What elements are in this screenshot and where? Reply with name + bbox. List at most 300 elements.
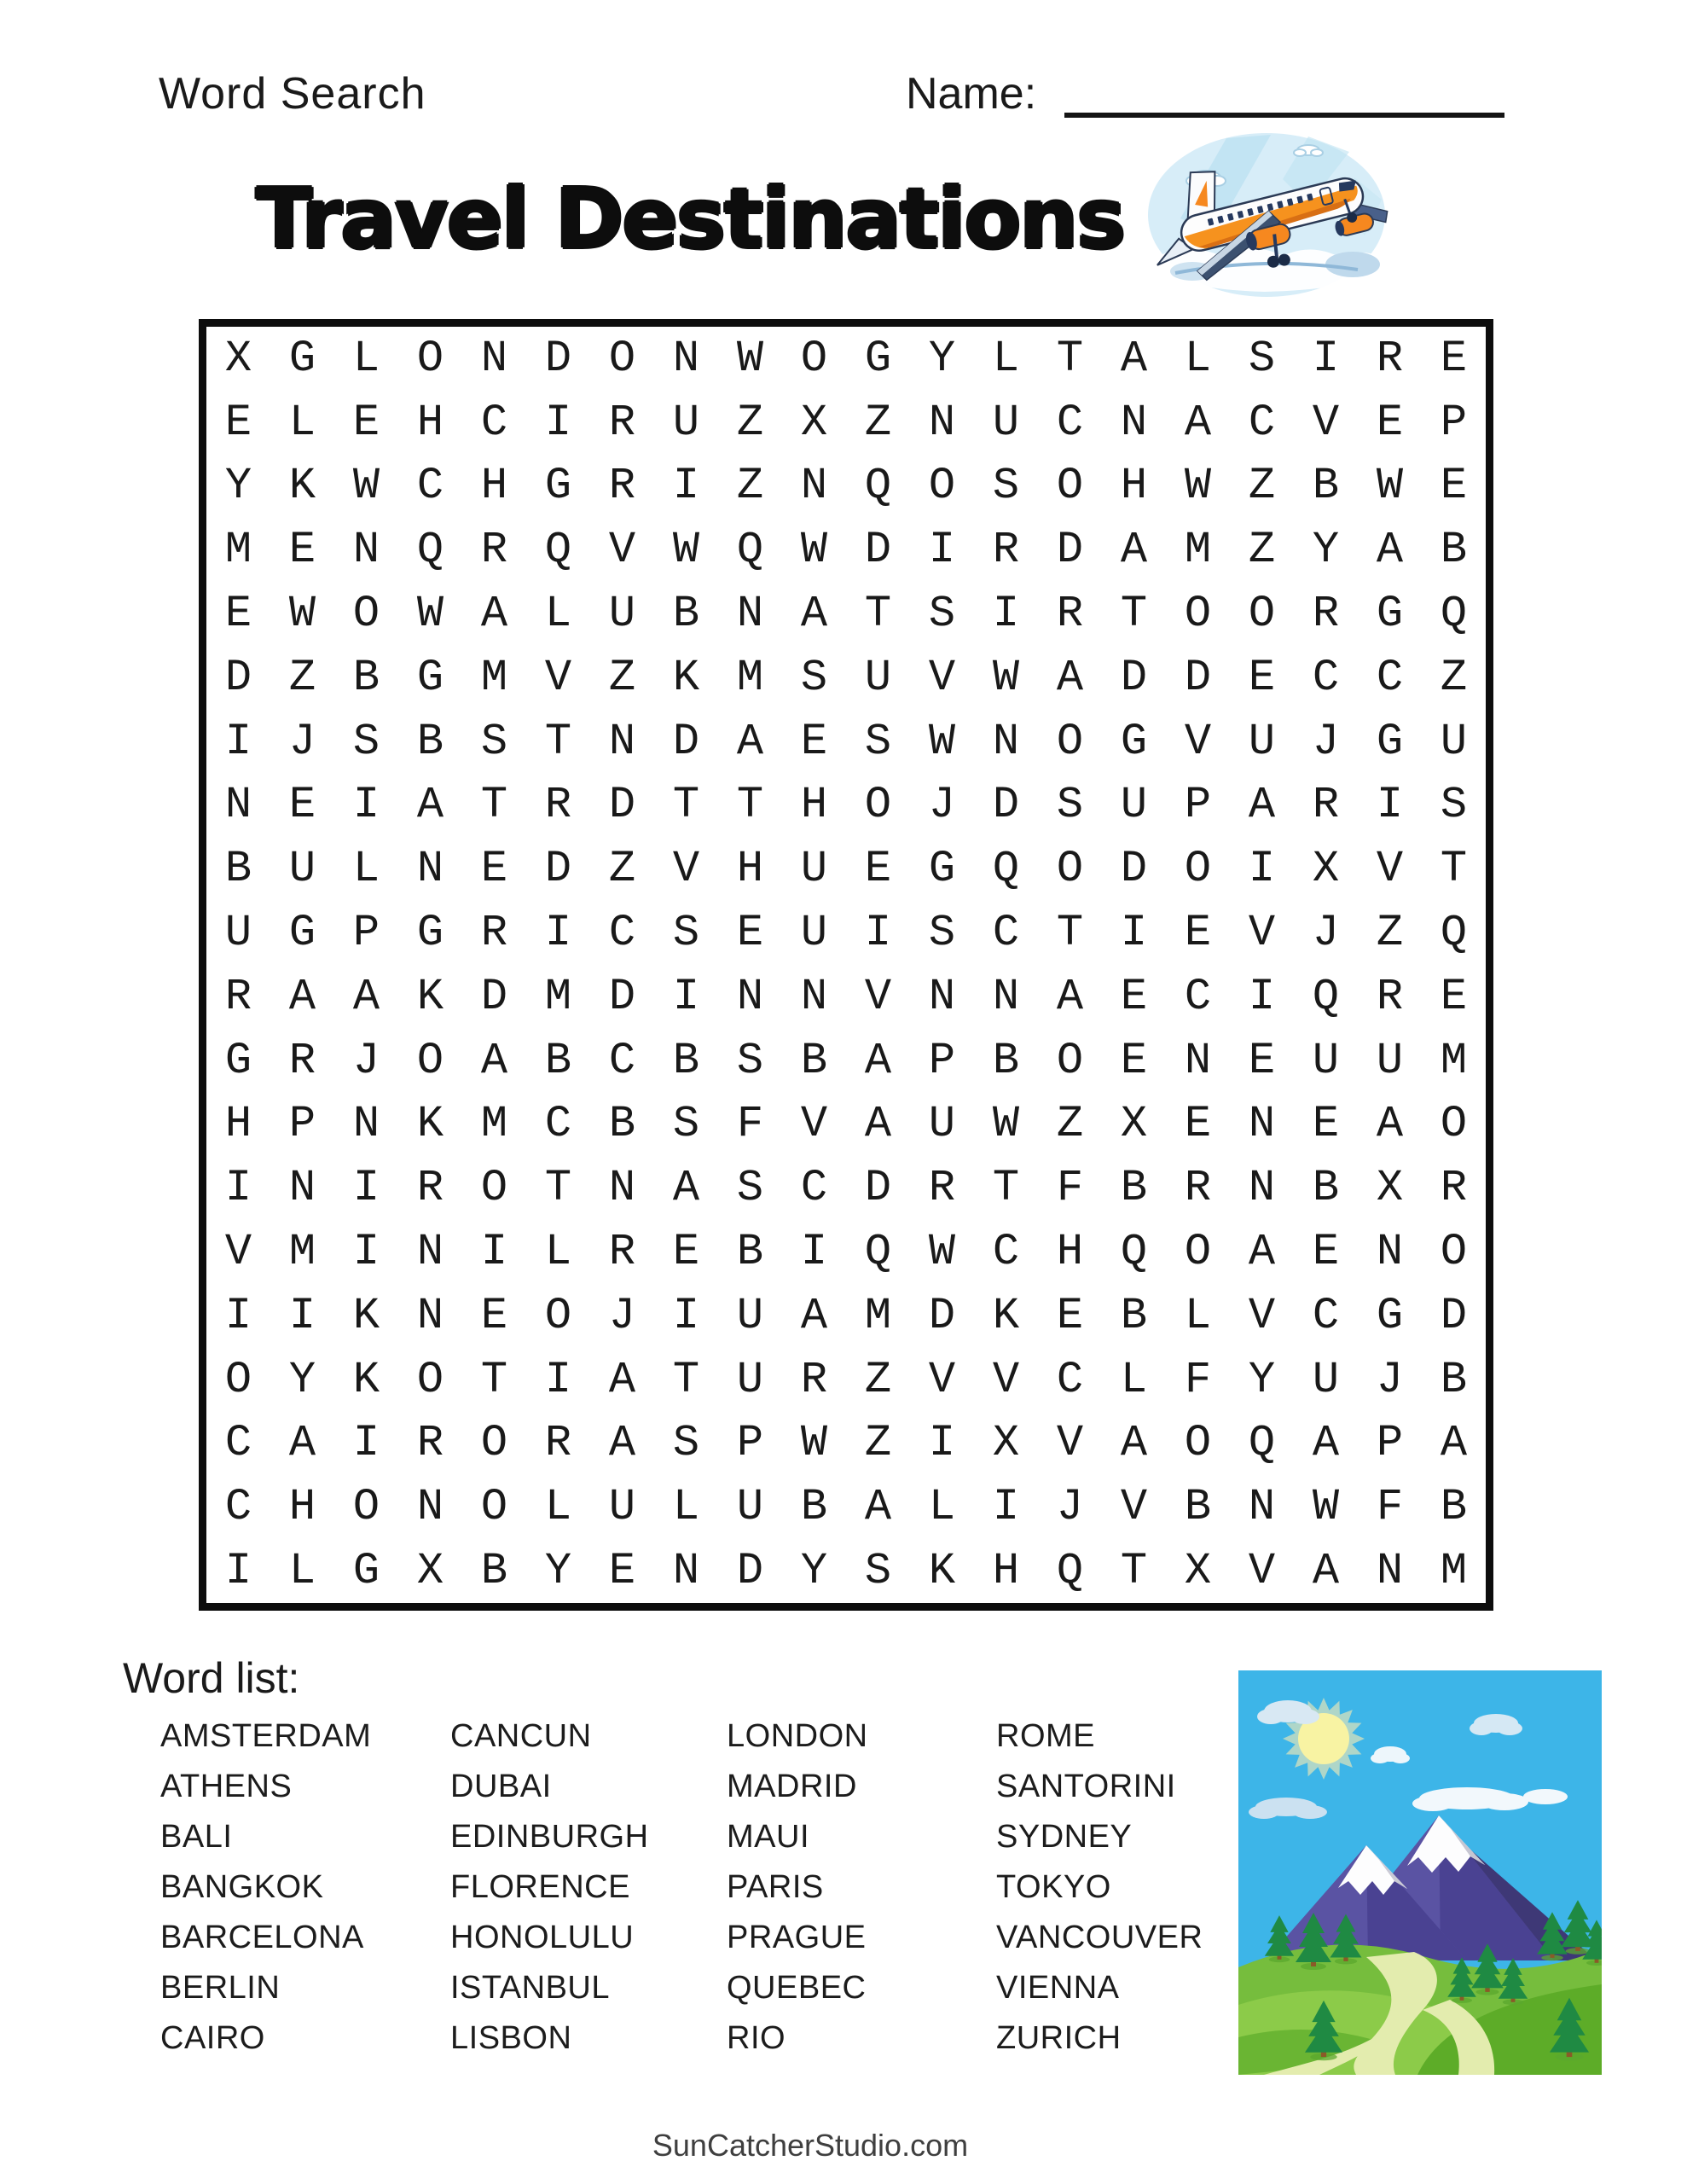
grid-letter-r19c18[interactable]: W bbox=[1312, 1482, 1340, 1533]
grid-letter-r20c8[interactable]: N bbox=[672, 1546, 700, 1597]
grid-letter-r9c6[interactable]: D bbox=[544, 844, 572, 895]
grid-letter-r5c16[interactable]: O bbox=[1184, 589, 1212, 640]
grid-letter-r12c11[interactable]: A bbox=[864, 1035, 892, 1086]
grid-letter-r19c12[interactable]: L bbox=[928, 1482, 956, 1533]
grid-letter-r3c4[interactable]: C bbox=[416, 461, 444, 512]
grid-letter-r2c9[interactable]: Z bbox=[736, 397, 764, 448]
grid-letter-r9c16[interactable]: O bbox=[1184, 844, 1212, 895]
grid-letter-r17c20[interactable]: B bbox=[1440, 1354, 1468, 1405]
grid-letter-r13c18[interactable]: E bbox=[1312, 1099, 1340, 1150]
grid-letter-r18c20[interactable]: A bbox=[1440, 1418, 1468, 1469]
grid-letter-r19c5[interactable]: O bbox=[480, 1482, 508, 1533]
grid-letter-r17c1[interactable]: O bbox=[224, 1354, 252, 1405]
grid-letter-r9c19[interactable]: V bbox=[1376, 844, 1404, 895]
grid-letter-r15c9[interactable]: B bbox=[736, 1227, 764, 1278]
grid-letter-r12c16[interactable]: N bbox=[1184, 1035, 1212, 1086]
grid-letter-r18c4[interactable]: R bbox=[416, 1418, 444, 1469]
grid-letter-r1c8[interactable]: N bbox=[672, 333, 700, 384]
grid-letter-r2c15[interactable]: N bbox=[1120, 397, 1148, 448]
grid-letter-r16c12[interactable]: D bbox=[928, 1290, 956, 1341]
grid-letter-r6c10[interactable]: S bbox=[800, 652, 828, 703]
grid-letter-r18c2[interactable]: A bbox=[288, 1418, 316, 1469]
grid-letter-r6c18[interactable]: C bbox=[1312, 652, 1340, 703]
grid-letter-r4c17[interactable]: Z bbox=[1248, 525, 1276, 576]
grid-letter-r19c4[interactable]: N bbox=[416, 1482, 444, 1533]
grid-letter-r12c3[interactable]: J bbox=[352, 1035, 380, 1086]
grid-letter-r2c16[interactable]: A bbox=[1184, 397, 1212, 448]
grid-letter-r7c9[interactable]: A bbox=[736, 716, 764, 767]
grid-letter-r1c18[interactable]: I bbox=[1312, 333, 1340, 384]
grid-letter-r3c9[interactable]: Z bbox=[736, 461, 764, 512]
grid-letter-r12c20[interactable]: M bbox=[1440, 1035, 1468, 1086]
grid-letter-r15c13[interactable]: C bbox=[992, 1227, 1020, 1278]
grid-letter-r14c3[interactable]: I bbox=[352, 1163, 380, 1214]
grid-letter-r10c14[interactable]: T bbox=[1056, 908, 1084, 959]
grid-letter-r2c19[interactable]: E bbox=[1376, 397, 1404, 448]
name-entry-line[interactable] bbox=[1064, 73, 1504, 118]
grid-letter-r18c3[interactable]: I bbox=[352, 1418, 380, 1469]
grid-letter-r19c1[interactable]: C bbox=[224, 1482, 252, 1533]
grid-letter-r1c3[interactable]: L bbox=[352, 333, 380, 384]
grid-letter-r11c18[interactable]: Q bbox=[1312, 971, 1340, 1022]
grid-letter-r16c9[interactable]: U bbox=[736, 1290, 764, 1341]
grid-letter-r10c12[interactable]: S bbox=[928, 908, 956, 959]
grid-letter-r18c1[interactable]: C bbox=[224, 1418, 252, 1469]
grid-letter-r18c7[interactable]: A bbox=[608, 1418, 636, 1469]
grid-letter-r4c11[interactable]: D bbox=[864, 525, 892, 576]
grid-letter-r20c13[interactable]: H bbox=[992, 1546, 1020, 1597]
grid-letter-r12c10[interactable]: B bbox=[800, 1035, 828, 1086]
grid-letter-r10c3[interactable]: P bbox=[352, 908, 380, 959]
grid-letter-r16c6[interactable]: O bbox=[544, 1290, 572, 1341]
grid-letter-r7c16[interactable]: V bbox=[1184, 716, 1212, 767]
grid-letter-r18c14[interactable]: V bbox=[1056, 1418, 1084, 1469]
grid-letter-r9c18[interactable]: X bbox=[1312, 844, 1340, 895]
grid-letter-r16c3[interactable]: K bbox=[352, 1290, 380, 1341]
grid-letter-r19c14[interactable]: J bbox=[1056, 1482, 1084, 1533]
grid-letter-r11c13[interactable]: N bbox=[992, 971, 1020, 1022]
grid-letter-r1c9[interactable]: W bbox=[736, 333, 764, 384]
grid-letter-r17c15[interactable]: L bbox=[1120, 1354, 1148, 1405]
grid-letter-r1c10[interactable]: O bbox=[800, 333, 828, 384]
grid-letter-r14c6[interactable]: T bbox=[544, 1163, 572, 1214]
grid-letter-r19c19[interactable]: F bbox=[1376, 1482, 1404, 1533]
grid-letter-r1c20[interactable]: E bbox=[1440, 333, 1468, 384]
grid-letter-r14c2[interactable]: N bbox=[288, 1163, 316, 1214]
grid-letter-r14c14[interactable]: F bbox=[1056, 1163, 1084, 1214]
grid-letter-r20c15[interactable]: T bbox=[1120, 1546, 1148, 1597]
grid-letter-r4c14[interactable]: D bbox=[1056, 525, 1084, 576]
grid-letter-r4c12[interactable]: I bbox=[928, 525, 956, 576]
grid-letter-r5c12[interactable]: S bbox=[928, 589, 956, 640]
grid-letter-r13c14[interactable]: Z bbox=[1056, 1099, 1084, 1150]
grid-letter-r6c9[interactable]: M bbox=[736, 652, 764, 703]
grid-letter-r11c4[interactable]: K bbox=[416, 971, 444, 1022]
grid-letter-r19c16[interactable]: B bbox=[1184, 1482, 1212, 1533]
grid-letter-r16c10[interactable]: A bbox=[800, 1290, 828, 1341]
grid-letter-r1c12[interactable]: Y bbox=[928, 333, 956, 384]
grid-letter-r16c11[interactable]: M bbox=[864, 1290, 892, 1341]
grid-letter-r13c1[interactable]: H bbox=[224, 1099, 252, 1150]
grid-letter-r18c19[interactable]: P bbox=[1376, 1418, 1404, 1469]
grid-letter-r12c2[interactable]: R bbox=[288, 1035, 316, 1086]
grid-letter-r12c12[interactable]: P bbox=[928, 1035, 956, 1086]
grid-letter-r11c6[interactable]: M bbox=[544, 971, 572, 1022]
grid-letter-r3c14[interactable]: O bbox=[1056, 461, 1084, 512]
grid-letter-r7c6[interactable]: T bbox=[544, 716, 572, 767]
grid-letter-r13c15[interactable]: X bbox=[1120, 1099, 1148, 1150]
grid-letter-r2c6[interactable]: I bbox=[544, 397, 572, 448]
grid-letter-r13c13[interactable]: W bbox=[992, 1099, 1020, 1150]
grid-letter-r17c11[interactable]: Z bbox=[864, 1354, 892, 1405]
grid-letter-r1c17[interactable]: S bbox=[1248, 333, 1276, 384]
grid-letter-r20c5[interactable]: B bbox=[480, 1546, 508, 1597]
grid-letter-r20c9[interactable]: D bbox=[736, 1546, 764, 1597]
grid-letter-r2c10[interactable]: X bbox=[800, 397, 828, 448]
grid-letter-r18c11[interactable]: Z bbox=[864, 1418, 892, 1469]
grid-letter-r9c9[interactable]: H bbox=[736, 844, 764, 895]
grid-letter-r7c17[interactable]: U bbox=[1248, 716, 1276, 767]
grid-letter-r13c20[interactable]: O bbox=[1440, 1099, 1468, 1150]
grid-letter-r8c14[interactable]: S bbox=[1056, 780, 1084, 831]
grid-letter-r17c17[interactable]: Y bbox=[1248, 1354, 1276, 1405]
grid-letter-r12c6[interactable]: B bbox=[544, 1035, 572, 1086]
grid-letter-r10c13[interactable]: C bbox=[992, 908, 1020, 959]
grid-letter-r10c1[interactable]: U bbox=[224, 908, 252, 959]
grid-letter-r6c5[interactable]: M bbox=[480, 652, 508, 703]
grid-letter-r9c8[interactable]: V bbox=[672, 844, 700, 895]
grid-letter-r7c3[interactable]: S bbox=[352, 716, 380, 767]
grid-letter-r5c1[interactable]: E bbox=[224, 589, 252, 640]
grid-letter-r4c5[interactable]: R bbox=[480, 525, 508, 576]
grid-letter-r16c17[interactable]: V bbox=[1248, 1290, 1276, 1341]
grid-letter-r11c1[interactable]: R bbox=[224, 971, 252, 1022]
grid-letter-r2c5[interactable]: C bbox=[480, 397, 508, 448]
grid-letter-r14c13[interactable]: T bbox=[992, 1163, 1020, 1214]
grid-letter-r1c4[interactable]: O bbox=[416, 333, 444, 384]
grid-letter-r2c1[interactable]: E bbox=[224, 397, 252, 448]
grid-letter-r12c14[interactable]: O bbox=[1056, 1035, 1084, 1086]
grid-letter-r17c7[interactable]: A bbox=[608, 1354, 636, 1405]
grid-letter-r13c2[interactable]: P bbox=[288, 1099, 316, 1150]
grid-letter-r7c10[interactable]: E bbox=[800, 716, 828, 767]
grid-letter-r20c7[interactable]: E bbox=[608, 1546, 636, 1597]
grid-letter-r5c2[interactable]: W bbox=[288, 589, 316, 640]
grid-letter-r2c20[interactable]: P bbox=[1440, 397, 1468, 448]
grid-letter-r5c11[interactable]: T bbox=[864, 589, 892, 640]
grid-letter-r10c5[interactable]: R bbox=[480, 908, 508, 959]
grid-letter-r2c2[interactable]: L bbox=[288, 397, 316, 448]
grid-letter-r9c20[interactable]: T bbox=[1440, 844, 1468, 895]
grid-letter-r6c14[interactable]: A bbox=[1056, 652, 1084, 703]
grid-letter-r9c14[interactable]: O bbox=[1056, 844, 1084, 895]
grid-letter-r12c9[interactable]: S bbox=[736, 1035, 764, 1086]
grid-letter-r10c18[interactable]: J bbox=[1312, 908, 1340, 959]
grid-letter-r17c13[interactable]: V bbox=[992, 1354, 1020, 1405]
grid-letter-r8c13[interactable]: D bbox=[992, 780, 1020, 831]
grid-letter-r7c14[interactable]: O bbox=[1056, 716, 1084, 767]
grid-letter-r1c11[interactable]: G bbox=[864, 333, 892, 384]
grid-letter-r13c4[interactable]: K bbox=[416, 1099, 444, 1150]
grid-letter-r15c16[interactable]: O bbox=[1184, 1227, 1212, 1278]
grid-letter-r13c7[interactable]: B bbox=[608, 1099, 636, 1150]
grid-letter-r10c20[interactable]: Q bbox=[1440, 908, 1468, 959]
grid-letter-r6c13[interactable]: W bbox=[992, 652, 1020, 703]
grid-letter-r15c12[interactable]: W bbox=[928, 1227, 956, 1278]
grid-letter-r11c3[interactable]: A bbox=[352, 971, 380, 1022]
grid-letter-r15c6[interactable]: L bbox=[544, 1227, 572, 1278]
grid-letter-r1c14[interactable]: T bbox=[1056, 333, 1084, 384]
grid-letter-r16c13[interactable]: K bbox=[992, 1290, 1020, 1341]
grid-letter-r13c9[interactable]: F bbox=[736, 1099, 764, 1150]
grid-letter-r5c14[interactable]: R bbox=[1056, 589, 1084, 640]
grid-letter-r3c8[interactable]: I bbox=[672, 461, 700, 512]
grid-letter-r13c3[interactable]: N bbox=[352, 1099, 380, 1150]
grid-letter-r11c19[interactable]: R bbox=[1376, 971, 1404, 1022]
grid-letter-r14c11[interactable]: D bbox=[864, 1163, 892, 1214]
grid-letter-r7c4[interactable]: B bbox=[416, 716, 444, 767]
grid-letter-r17c12[interactable]: V bbox=[928, 1354, 956, 1405]
grid-letter-r10c10[interactable]: U bbox=[800, 908, 828, 959]
grid-letter-r18c5[interactable]: O bbox=[480, 1418, 508, 1469]
grid-letter-r3c5[interactable]: H bbox=[480, 461, 508, 512]
grid-letter-r2c17[interactable]: C bbox=[1248, 397, 1276, 448]
grid-letter-r20c11[interactable]: S bbox=[864, 1546, 892, 1597]
grid-letter-r19c2[interactable]: H bbox=[288, 1482, 316, 1533]
grid-letter-r5c17[interactable]: O bbox=[1248, 589, 1276, 640]
grid-letter-r9c13[interactable]: Q bbox=[992, 844, 1020, 895]
grid-letter-r5c18[interactable]: R bbox=[1312, 589, 1340, 640]
grid-letter-r8c7[interactable]: D bbox=[608, 780, 636, 831]
grid-letter-r11c17[interactable]: I bbox=[1248, 971, 1276, 1022]
grid-letter-r1c5[interactable]: N bbox=[480, 333, 508, 384]
grid-letter-r15c2[interactable]: M bbox=[288, 1227, 316, 1278]
grid-letter-r20c4[interactable]: X bbox=[416, 1546, 444, 1597]
grid-letter-r15c19[interactable]: N bbox=[1376, 1227, 1404, 1278]
grid-letter-r18c10[interactable]: W bbox=[800, 1418, 828, 1469]
grid-letter-r12c8[interactable]: B bbox=[672, 1035, 700, 1086]
grid-letter-r14c8[interactable]: A bbox=[672, 1163, 700, 1214]
grid-letter-r4c1[interactable]: M bbox=[224, 525, 252, 576]
grid-letter-r5c15[interactable]: T bbox=[1120, 589, 1148, 640]
grid-letter-r15c8[interactable]: E bbox=[672, 1227, 700, 1278]
grid-letter-r3c6[interactable]: G bbox=[544, 461, 572, 512]
grid-letter-r6c7[interactable]: Z bbox=[608, 652, 636, 703]
grid-letter-r18c9[interactable]: P bbox=[736, 1418, 764, 1469]
grid-letter-r15c7[interactable]: R bbox=[608, 1227, 636, 1278]
grid-letter-r2c12[interactable]: N bbox=[928, 397, 956, 448]
grid-letter-r16c1[interactable]: I bbox=[224, 1290, 252, 1341]
grid-letter-r18c12[interactable]: I bbox=[928, 1418, 956, 1469]
grid-letter-r20c17[interactable]: V bbox=[1248, 1546, 1276, 1597]
grid-letter-r3c1[interactable]: Y bbox=[224, 461, 252, 512]
grid-letter-r9c12[interactable]: G bbox=[928, 844, 956, 895]
grid-letter-r19c8[interactable]: L bbox=[672, 1482, 700, 1533]
grid-letter-r8c17[interactable]: A bbox=[1248, 780, 1276, 831]
grid-letter-r4c20[interactable]: B bbox=[1440, 525, 1468, 576]
grid-letter-r16c19[interactable]: G bbox=[1376, 1290, 1404, 1341]
grid-letter-r12c15[interactable]: E bbox=[1120, 1035, 1148, 1086]
grid-letter-r4c13[interactable]: R bbox=[992, 525, 1020, 576]
grid-letter-r5c13[interactable]: I bbox=[992, 589, 1020, 640]
grid-letter-r14c12[interactable]: R bbox=[928, 1163, 956, 1214]
grid-letter-r5c9[interactable]: N bbox=[736, 589, 764, 640]
grid-letter-r11c20[interactable]: E bbox=[1440, 971, 1468, 1022]
grid-letter-r14c7[interactable]: N bbox=[608, 1163, 636, 1214]
grid-letter-r7c1[interactable]: I bbox=[224, 716, 252, 767]
grid-letter-r13c6[interactable]: C bbox=[544, 1099, 572, 1150]
grid-letter-r11c5[interactable]: D bbox=[480, 971, 508, 1022]
grid-letter-r14c16[interactable]: R bbox=[1184, 1163, 1212, 1214]
letter-grid[interactable] bbox=[199, 319, 1493, 1611]
grid-letter-r6c6[interactable]: V bbox=[544, 652, 572, 703]
grid-letter-r9c1[interactable]: B bbox=[224, 844, 252, 895]
grid-letter-r1c1[interactable]: X bbox=[224, 333, 252, 384]
grid-letter-r2c14[interactable]: C bbox=[1056, 397, 1084, 448]
grid-letter-r4c9[interactable]: Q bbox=[736, 525, 764, 576]
grid-letter-r8c5[interactable]: T bbox=[480, 780, 508, 831]
grid-letter-r1c13[interactable]: L bbox=[992, 333, 1020, 384]
grid-letter-r5c19[interactable]: G bbox=[1376, 589, 1404, 640]
grid-letter-r11c8[interactable]: I bbox=[672, 971, 700, 1022]
grid-letter-r17c18[interactable]: U bbox=[1312, 1354, 1340, 1405]
grid-letter-r8c9[interactable]: T bbox=[736, 780, 764, 831]
grid-letter-r8c18[interactable]: R bbox=[1312, 780, 1340, 831]
grid-letter-r18c6[interactable]: R bbox=[544, 1418, 572, 1469]
grid-letter-r16c15[interactable]: B bbox=[1120, 1290, 1148, 1341]
grid-letter-r3c3[interactable]: W bbox=[352, 461, 380, 512]
grid-letter-r16c14[interactable]: E bbox=[1056, 1290, 1084, 1341]
grid-letter-r4c4[interactable]: Q bbox=[416, 525, 444, 576]
grid-letter-r12c19[interactable]: U bbox=[1376, 1035, 1404, 1086]
grid-letter-r16c16[interactable]: L bbox=[1184, 1290, 1212, 1341]
grid-letter-r8c3[interactable]: I bbox=[352, 780, 380, 831]
grid-letter-r11c16[interactable]: C bbox=[1184, 971, 1212, 1022]
grid-letter-r3c15[interactable]: H bbox=[1120, 461, 1148, 512]
grid-letter-r20c1[interactable]: I bbox=[224, 1546, 252, 1597]
grid-letter-r20c14[interactable]: Q bbox=[1056, 1546, 1084, 1597]
grid-letter-r9c17[interactable]: I bbox=[1248, 844, 1276, 895]
grid-letter-r17c14[interactable]: C bbox=[1056, 1354, 1084, 1405]
grid-letter-r12c18[interactable]: U bbox=[1312, 1035, 1340, 1086]
grid-letter-r10c11[interactable]: I bbox=[864, 908, 892, 959]
grid-letter-r2c13[interactable]: U bbox=[992, 397, 1020, 448]
grid-letter-r7c15[interactable]: G bbox=[1120, 716, 1148, 767]
grid-letter-r4c15[interactable]: A bbox=[1120, 525, 1148, 576]
grid-letter-r5c3[interactable]: O bbox=[352, 589, 380, 640]
grid-letter-r13c10[interactable]: V bbox=[800, 1099, 828, 1150]
grid-letter-r20c12[interactable]: K bbox=[928, 1546, 956, 1597]
grid-letter-r10c6[interactable]: I bbox=[544, 908, 572, 959]
grid-letter-r19c6[interactable]: L bbox=[544, 1482, 572, 1533]
grid-letter-r1c15[interactable]: A bbox=[1120, 333, 1148, 384]
grid-letter-r15c18[interactable]: E bbox=[1312, 1227, 1340, 1278]
grid-letter-r10c9[interactable]: E bbox=[736, 908, 764, 959]
grid-letter-r15c11[interactable]: Q bbox=[864, 1227, 892, 1278]
grid-letter-r3c19[interactable]: W bbox=[1376, 461, 1404, 512]
grid-letter-r1c19[interactable]: R bbox=[1376, 333, 1404, 384]
grid-letter-r16c8[interactable]: I bbox=[672, 1290, 700, 1341]
grid-letter-r7c18[interactable]: J bbox=[1312, 716, 1340, 767]
grid-letter-r17c6[interactable]: I bbox=[544, 1354, 572, 1405]
grid-letter-r5c5[interactable]: A bbox=[480, 589, 508, 640]
grid-letter-r7c2[interactable]: J bbox=[288, 716, 316, 767]
grid-letter-r10c2[interactable]: G bbox=[288, 908, 316, 959]
grid-letter-r9c11[interactable]: E bbox=[864, 844, 892, 895]
grid-letter-r9c3[interactable]: L bbox=[352, 844, 380, 895]
grid-letter-r10c15[interactable]: I bbox=[1120, 908, 1148, 959]
grid-letter-r15c10[interactable]: I bbox=[800, 1227, 828, 1278]
grid-letter-r20c16[interactable]: X bbox=[1184, 1546, 1212, 1597]
grid-letter-r10c17[interactable]: V bbox=[1248, 908, 1276, 959]
grid-letter-r19c7[interactable]: U bbox=[608, 1482, 636, 1533]
grid-letter-r7c13[interactable]: N bbox=[992, 716, 1020, 767]
grid-letter-r14c20[interactable]: R bbox=[1440, 1163, 1468, 1214]
grid-letter-r12c7[interactable]: C bbox=[608, 1035, 636, 1086]
grid-letter-r20c2[interactable]: L bbox=[288, 1546, 316, 1597]
grid-letter-r6c17[interactable]: E bbox=[1248, 652, 1276, 703]
grid-letter-r1c2[interactable]: G bbox=[288, 333, 316, 384]
grid-letter-r10c16[interactable]: E bbox=[1184, 908, 1212, 959]
grid-letter-r14c5[interactable]: O bbox=[480, 1163, 508, 1214]
grid-letter-r17c8[interactable]: T bbox=[672, 1354, 700, 1405]
grid-letter-r3c12[interactable]: O bbox=[928, 461, 956, 512]
grid-letter-r16c4[interactable]: N bbox=[416, 1290, 444, 1341]
grid-letter-r8c20[interactable]: S bbox=[1440, 780, 1468, 831]
grid-letter-r19c11[interactable]: A bbox=[864, 1482, 892, 1533]
grid-letter-r6c12[interactable]: V bbox=[928, 652, 956, 703]
grid-letter-r1c6[interactable]: D bbox=[544, 333, 572, 384]
grid-letter-r8c12[interactable]: J bbox=[928, 780, 956, 831]
grid-letter-r8c11[interactable]: O bbox=[864, 780, 892, 831]
grid-letter-r1c7[interactable]: O bbox=[608, 333, 636, 384]
grid-letter-r3c7[interactable]: R bbox=[608, 461, 636, 512]
grid-letter-r11c14[interactable]: A bbox=[1056, 971, 1084, 1022]
grid-letter-r6c1[interactable]: D bbox=[224, 652, 252, 703]
grid-letter-r8c8[interactable]: T bbox=[672, 780, 700, 831]
grid-letter-r2c11[interactable]: Z bbox=[864, 397, 892, 448]
grid-letter-r3c13[interactable]: S bbox=[992, 461, 1020, 512]
grid-letter-r13c11[interactable]: A bbox=[864, 1099, 892, 1150]
grid-letter-r4c3[interactable]: N bbox=[352, 525, 380, 576]
grid-letter-r6c16[interactable]: D bbox=[1184, 652, 1212, 703]
grid-letter-r17c9[interactable]: U bbox=[736, 1354, 764, 1405]
grid-letter-r20c10[interactable]: Y bbox=[800, 1546, 828, 1597]
grid-letter-r9c4[interactable]: N bbox=[416, 844, 444, 895]
grid-letter-r5c6[interactable]: L bbox=[544, 589, 572, 640]
grid-letter-r16c7[interactable]: J bbox=[608, 1290, 636, 1341]
grid-letter-r17c16[interactable]: F bbox=[1184, 1354, 1212, 1405]
grid-letter-r2c3[interactable]: E bbox=[352, 397, 380, 448]
grid-letter-r11c12[interactable]: N bbox=[928, 971, 956, 1022]
grid-letter-r6c20[interactable]: Z bbox=[1440, 652, 1468, 703]
grid-letter-r17c2[interactable]: Y bbox=[288, 1354, 316, 1405]
grid-letter-r4c7[interactable]: V bbox=[608, 525, 636, 576]
grid-letter-r5c7[interactable]: U bbox=[608, 589, 636, 640]
grid-letter-r3c10[interactable]: N bbox=[800, 461, 828, 512]
grid-letter-r4c6[interactable]: Q bbox=[544, 525, 572, 576]
grid-letter-r17c19[interactable]: J bbox=[1376, 1354, 1404, 1405]
grid-letter-r13c17[interactable]: N bbox=[1248, 1099, 1276, 1150]
grid-letter-r16c5[interactable]: E bbox=[480, 1290, 508, 1341]
grid-letter-r10c7[interactable]: C bbox=[608, 908, 636, 959]
grid-letter-r15c20[interactable]: O bbox=[1440, 1227, 1468, 1278]
grid-letter-r9c7[interactable]: Z bbox=[608, 844, 636, 895]
grid-letter-r19c15[interactable]: V bbox=[1120, 1482, 1148, 1533]
grid-letter-r6c2[interactable]: Z bbox=[288, 652, 316, 703]
grid-letter-r12c17[interactable]: E bbox=[1248, 1035, 1276, 1086]
grid-letter-r6c8[interactable]: K bbox=[672, 652, 700, 703]
